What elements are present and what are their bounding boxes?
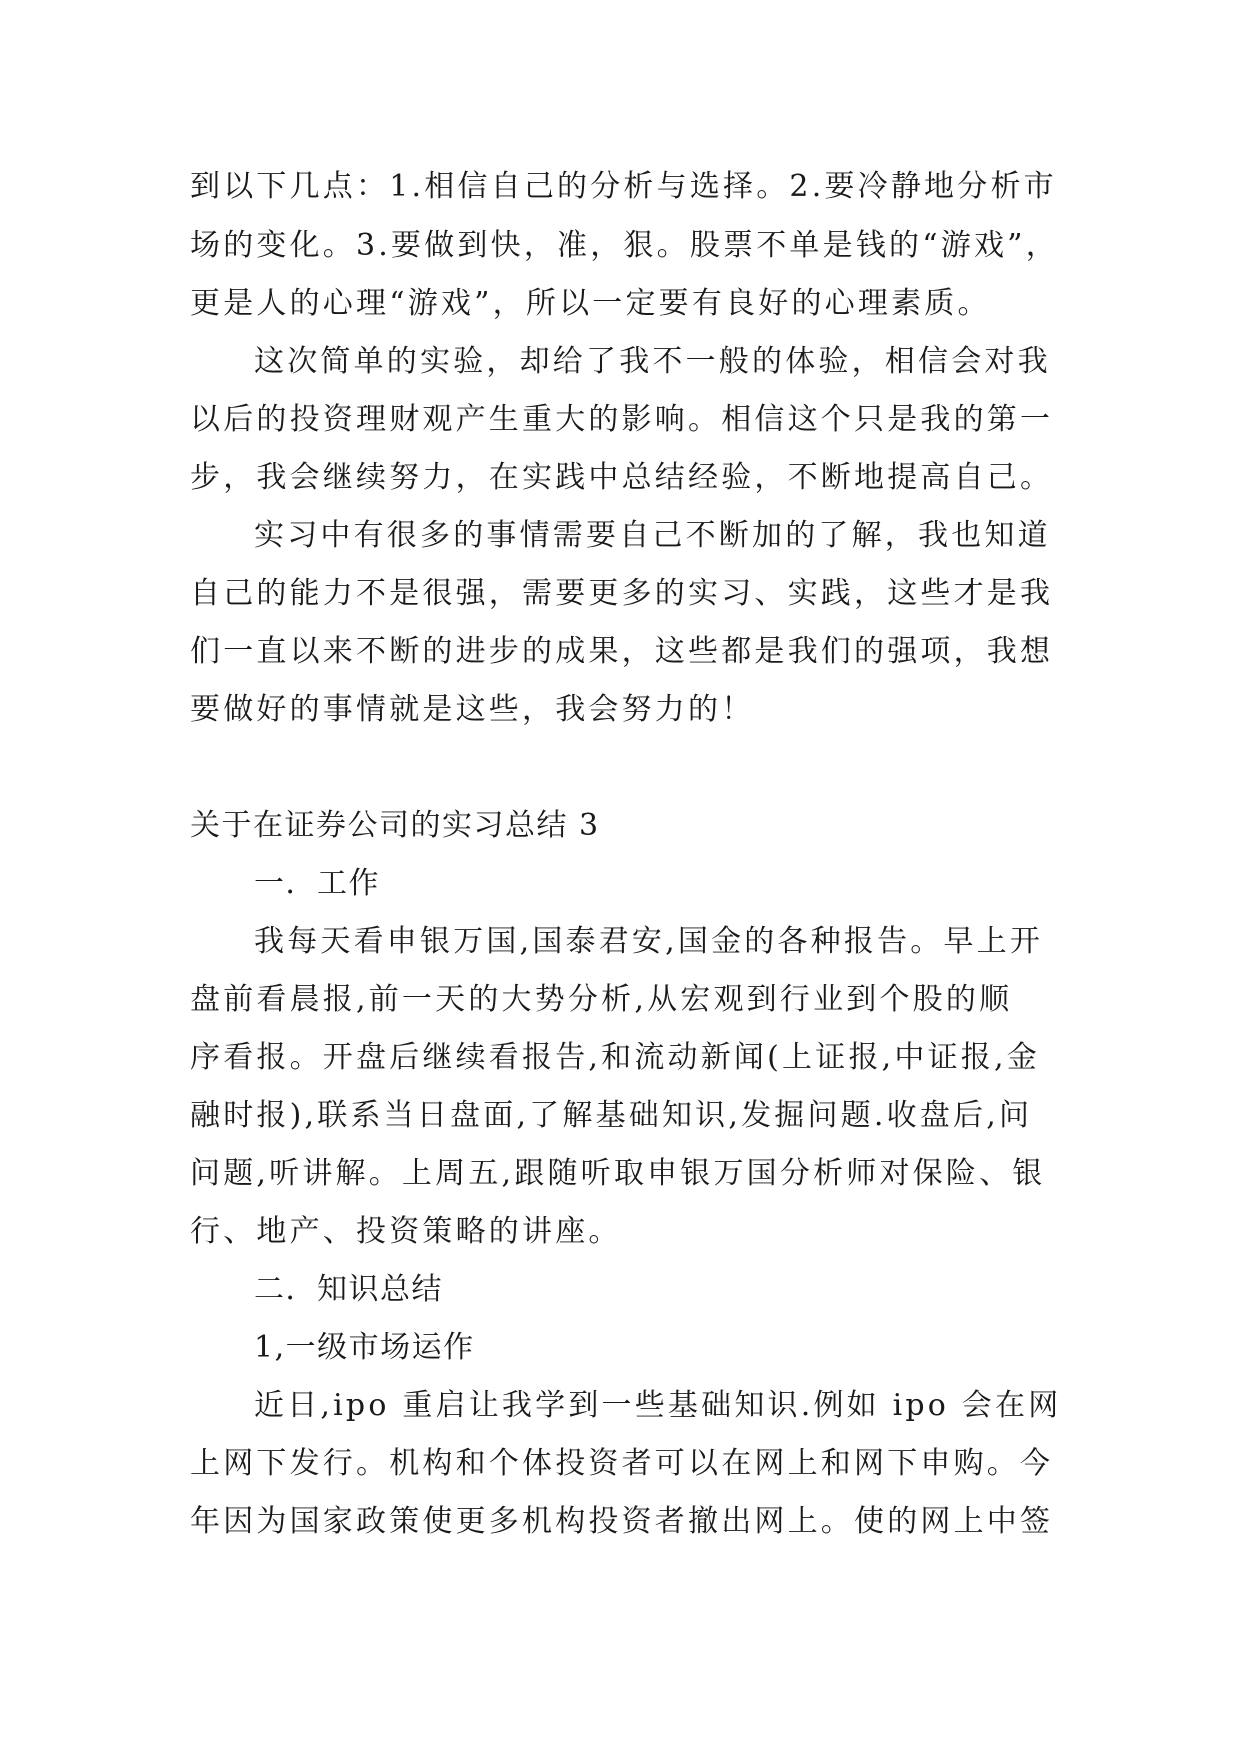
- paragraph-line: 上网下发行。机构和个体投资者可以在网上和网下申购。今: [190, 1446, 1054, 1481]
- paragraph-line: 实习中有很多的事情需要自己不断加的了解，我也知道: [254, 518, 1051, 553]
- paragraph-line: 盘前看晨报,前一天的大势分析,从宏观到行业到个股的顺: [190, 982, 1013, 1017]
- paragraph-line: 我每天看申银万国,国泰君安,国金的各种报告。早上开: [254, 924, 1044, 959]
- paragraph-line: 这次简单的实验，却给了我不一般的体验，相信会对我: [254, 344, 1051, 379]
- paragraph-line: 要做好的事情就是这些，我会努力的！: [190, 692, 755, 727]
- paragraph-line: 融时报),联系当日盘面,了解基础知识,发掘问题.收盘后,问: [190, 1098, 1033, 1133]
- paragraph-line: 序看报。开盘后继续看报告,和流动新闻(上证报,中证报,金: [190, 1040, 1040, 1075]
- subheading-knowledge-summary: 二．知识总结: [254, 1272, 443, 1307]
- paragraph-line: 步，我会继续努力，在实践中总结经验，不断地提高自己。: [190, 460, 1054, 495]
- subheading-work: 一．工作: [254, 866, 380, 901]
- section-title: 关于在证券公司的实习总结 3: [190, 808, 600, 843]
- paragraph-line: 近日,ipo 重启让我学到一些基础知识.例如 ipo 会在网: [254, 1388, 1062, 1423]
- paragraph-line: 问题,听讲解。上周五,跟随听取申银万国分析师对保险、银: [190, 1156, 1046, 1191]
- paragraph-line: 自己的能力不是很强，需要更多的实习、实践，这些才是我: [190, 576, 1054, 611]
- subheading-primary-market: 1,一级市场运作: [254, 1330, 475, 1365]
- paragraph-line: 们一直以来不断的进步的成果，这些都是我们的强项，我想: [190, 634, 1054, 669]
- paragraph-line: 行、地产、投资策略的讲座。: [190, 1214, 622, 1249]
- paragraph-line: 到以下几点：1.相信自己的分析与选择。2.要冷静地分析市: [190, 169, 1057, 204]
- paragraph-line: 年因为国家政策使更多机构投资者撤出网上。使的网上中签: [190, 1504, 1054, 1539]
- paragraph-line: 以后的投资理财观产生重大的影响。相信这个只是我的第一: [190, 402, 1054, 437]
- paragraph-line: 场的变化。3.要做到快，准，狠。股票不单是钱的“游戏”，: [190, 228, 1059, 263]
- paragraph-line: 更是人的心理“游戏”，所以一定要有良好的心理素质。: [190, 286, 991, 321]
